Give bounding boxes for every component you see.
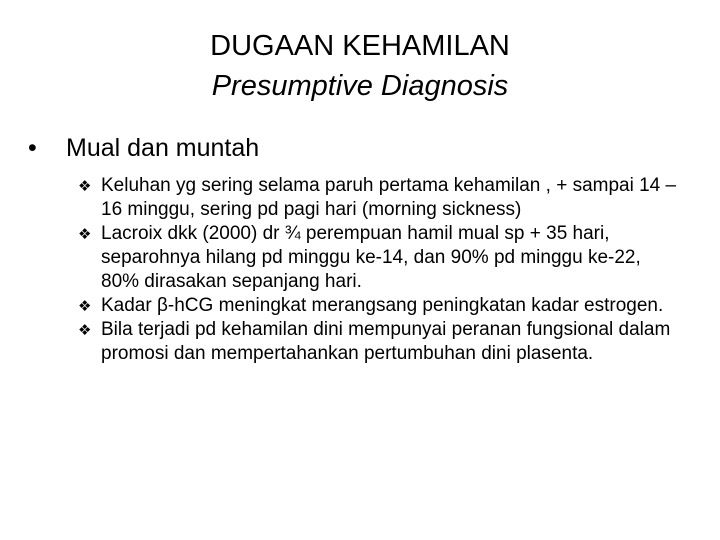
sub-bullet-text: Keluhan yg sering selama paruh pertama kehamilan , + sampai 14 – 16 minggu, sering pd pagi hari (morning sickness) [101, 175, 677, 220]
diamond-bullet-icon: ❖ [78, 225, 92, 243]
sub-bullet-text: Lacroix dkk (2000) dr ¾ perempuan hamil mual sp + 35 hari, separohnya hilang pd minggu ke-14, dan 90% pd minggu ke-22, 80% dirasakan sepanjang hari. [101, 223, 641, 292]
slide-subtitle: Presumptive Diagnosis [211, 70, 509, 102]
bullet-dot-icon: • [28, 134, 37, 162]
title-block [0, 26, 720, 106]
slide-title: DUGAAN KEHAMILAN [210, 30, 510, 62]
diamond-bullet-icon: ❖ [78, 321, 92, 339]
diamond-bullet-icon: ❖ [78, 297, 92, 315]
sub-bullet-item [78, 174, 678, 222]
sub-bullet-item [78, 318, 678, 366]
diamond-bullet-icon: ❖ [78, 177, 92, 195]
main-bullet [28, 132, 259, 164]
main-bullet-text: Mual dan muntah [66, 134, 260, 162]
sub-bullet-item [78, 222, 678, 294]
sub-bullet-list [78, 174, 678, 366]
sub-bullet-text: Kadar β-hCG meningkat merangsang peningkatan kadar estrogen. [101, 295, 664, 316]
sub-bullet-item [78, 294, 678, 318]
sub-bullet-text: Bila terjadi pd kehamilan dini mempunyai peranan fungsional dalam promosi dan mempertahankan pertumbuhan dini plasenta. [101, 319, 671, 364]
